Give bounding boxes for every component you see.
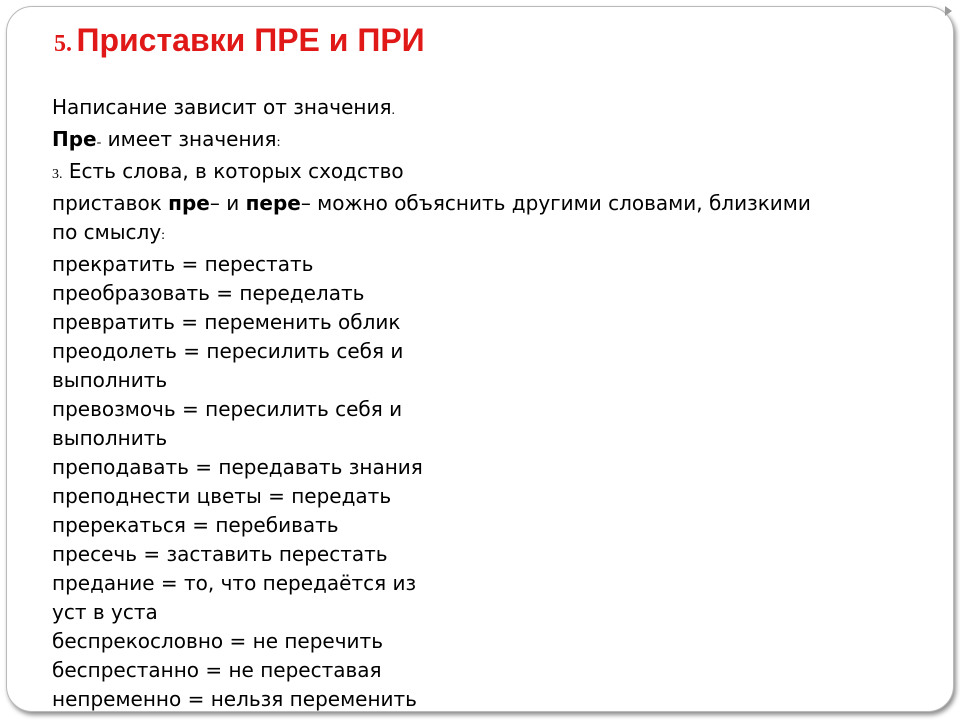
point-text: Есть слова, в которых сходство (62, 159, 404, 183)
example-line: выполнить (52, 368, 168, 392)
explanation-e: – можно объяснить другими словами, близкими (300, 191, 811, 215)
slide-title (54, 22, 425, 59)
example-line: преподавать = передавать знания (52, 455, 423, 479)
example-line: выполнить (52, 426, 168, 450)
explanation-f: по смыслу (52, 220, 162, 244)
arrow-bullet-icon (945, 6, 952, 16)
intro-line-2-dash: - (96, 135, 102, 150)
example-line: преодолеть = пересилить себя и (52, 339, 404, 363)
example-line: прекратить = перестать (52, 252, 314, 276)
explanation-a: приставок (52, 191, 169, 215)
example-line: беспрестанно = не переставая (52, 658, 382, 682)
explanation-line (52, 189, 942, 218)
explanation-colon: : (161, 228, 166, 243)
intro-line-2 (52, 125, 942, 157)
intro-line-2-text: имеет значения (101, 127, 277, 151)
point-number: 3. (52, 167, 63, 182)
slide-body (52, 93, 942, 714)
point-line (52, 157, 942, 189)
example-line: пререкаться = перебивать (52, 513, 339, 537)
explanation-line-2 (52, 218, 942, 250)
intro-line-1 (52, 93, 942, 125)
example-line: превратить = переменить облик (52, 310, 401, 334)
intro-line-1-dot: . (391, 103, 395, 118)
example-line: уст в уста (52, 600, 158, 624)
example-line: предание = то, что передаётся из (52, 571, 417, 595)
title-text: Приставки ПРЕ и ПРИ (76, 22, 425, 58)
example-line: преобразовать = переделать (52, 281, 365, 305)
prefix-pere-inline: пере (245, 191, 301, 215)
title-number: 5. (54, 31, 72, 57)
example-line: превозмочь = пересилить себя и (52, 397, 403, 421)
example-line: непременно = нельзя переменить (52, 687, 417, 711)
example-line: беспрекословно = не перечить (52, 629, 383, 653)
intro-line-2-colon: : (276, 135, 281, 150)
intro-line-1-text: Написание зависит от значения (52, 95, 392, 119)
example-line: преподнести цветы = передать (52, 484, 392, 508)
example-line: пресечь = заставить перестать (52, 542, 388, 566)
prefix-pre-inline: пре (168, 191, 210, 215)
explanation-c: – и (209, 191, 246, 215)
prefix-pre-bold: Пре (52, 127, 97, 151)
